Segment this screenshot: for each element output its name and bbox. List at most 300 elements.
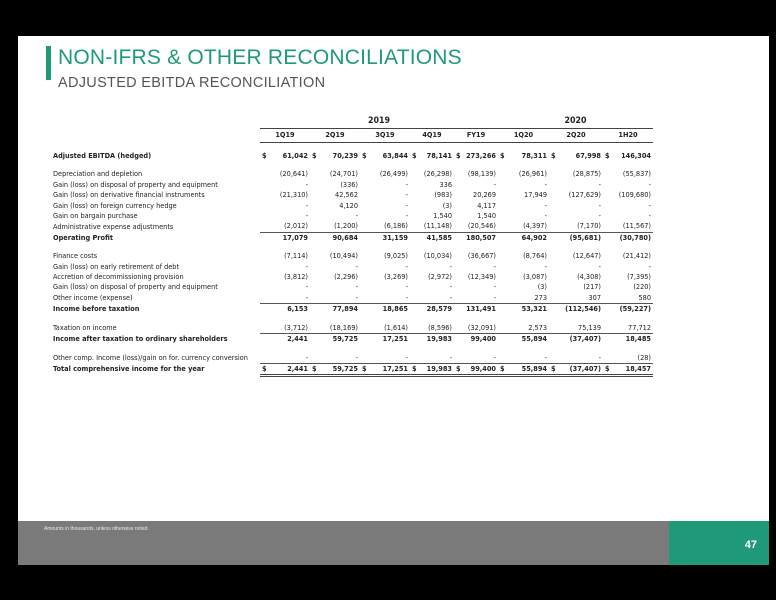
cell-value: 336 bbox=[439, 179, 452, 189]
cell-value: - bbox=[405, 211, 408, 221]
cell-value: (7,170) bbox=[577, 221, 601, 231]
value-cell bbox=[603, 293, 653, 304]
cell-value: 53,321 bbox=[521, 304, 547, 314]
table-row bbox=[53, 262, 653, 272]
cell-value: 99,400 bbox=[470, 334, 496, 344]
value-cell bbox=[603, 151, 653, 161]
table-row bbox=[53, 334, 653, 345]
value-cell bbox=[549, 353, 603, 364]
value-cell bbox=[549, 334, 603, 345]
value-cell bbox=[454, 334, 498, 345]
value-cell bbox=[549, 221, 603, 232]
value-cell bbox=[410, 293, 454, 304]
row-label: Administrative expense adjustments bbox=[53, 221, 174, 231]
cell-value: - bbox=[598, 200, 601, 210]
currency-symbol: $ bbox=[605, 363, 610, 373]
cell-value: (3,812) bbox=[284, 272, 308, 282]
cell-value: 55,894 bbox=[521, 363, 547, 373]
value-cell bbox=[498, 304, 549, 315]
table-row bbox=[53, 251, 653, 261]
cell-value: (7,114) bbox=[284, 251, 308, 261]
cell-value: - bbox=[355, 261, 358, 271]
column-header: 1Q19 bbox=[260, 129, 310, 143]
value-cell bbox=[310, 221, 360, 232]
cell-value: 580 bbox=[638, 292, 651, 302]
cell-value: - bbox=[449, 261, 452, 271]
row-label: Gain (loss) on derivative financial instruments bbox=[53, 190, 205, 200]
cell-value: 2,441 bbox=[287, 334, 308, 344]
cell-value: 17,949 bbox=[524, 190, 547, 200]
currency-symbol: $ bbox=[605, 151, 610, 160]
table-row bbox=[53, 201, 653, 211]
table-row bbox=[53, 151, 653, 161]
value-cell bbox=[260, 180, 310, 190]
cell-value: 1,540 bbox=[477, 211, 496, 221]
value-cell bbox=[360, 293, 410, 304]
value-cell bbox=[310, 251, 360, 261]
column-header: 1Q20 bbox=[498, 129, 549, 143]
value-cell bbox=[260, 282, 310, 292]
value-cell bbox=[360, 353, 410, 364]
row-label: Adjusted EBITDA (hedged) bbox=[53, 151, 152, 160]
cell-value: (3) bbox=[442, 200, 452, 210]
value-cell bbox=[360, 151, 410, 161]
cell-value: - bbox=[405, 292, 408, 302]
cell-value: - bbox=[405, 190, 408, 200]
cell-value: (10,494) bbox=[329, 251, 358, 261]
cell-value: - bbox=[305, 352, 308, 362]
spacer-cell bbox=[53, 345, 653, 353]
value-cell bbox=[603, 169, 653, 179]
value-cell bbox=[549, 323, 603, 334]
table-row bbox=[53, 323, 653, 334]
column-header: 3Q19 bbox=[360, 129, 410, 143]
cell-value: - bbox=[598, 211, 601, 221]
cell-value: 273 bbox=[534, 292, 547, 302]
value-cell bbox=[260, 169, 310, 179]
value-cell bbox=[260, 293, 310, 304]
year-header: 2020 bbox=[498, 115, 653, 129]
cell-value: (112,546) bbox=[565, 304, 601, 314]
currency-symbol: $ bbox=[412, 363, 417, 373]
column-header: 2Q19 bbox=[310, 129, 360, 143]
slide bbox=[18, 36, 769, 565]
page-number-box bbox=[669, 521, 769, 565]
cell-value: - bbox=[648, 179, 651, 189]
value-cell bbox=[360, 169, 410, 179]
value-cell bbox=[360, 232, 410, 243]
cell-value: - bbox=[598, 352, 601, 362]
cell-value: - bbox=[598, 261, 601, 271]
row-label: Total comprehensive income for the year bbox=[53, 364, 205, 374]
cell-value: 4,120 bbox=[339, 200, 358, 210]
cell-value: 1,540 bbox=[433, 211, 452, 221]
cell-value: - bbox=[544, 200, 547, 210]
year-header-row bbox=[53, 115, 653, 129]
cell-value: - bbox=[493, 352, 496, 362]
value-cell bbox=[310, 232, 360, 243]
cell-value: (11,148) bbox=[423, 221, 452, 231]
cell-value: (6,186) bbox=[384, 221, 408, 231]
cell-value: 6,153 bbox=[287, 304, 308, 314]
cell-value: 99,400 bbox=[470, 363, 496, 373]
value-cell bbox=[260, 151, 310, 161]
cell-value: - bbox=[355, 282, 358, 292]
year-header: 2019 bbox=[260, 115, 498, 129]
value-cell bbox=[549, 272, 603, 282]
value-cell bbox=[410, 363, 454, 375]
cell-value: (12,647) bbox=[572, 251, 601, 261]
value-cell bbox=[454, 323, 498, 334]
cell-value: 78,141 bbox=[426, 151, 452, 160]
value-cell bbox=[260, 323, 310, 334]
cell-value: (127,629) bbox=[568, 190, 601, 200]
value-cell bbox=[260, 201, 310, 211]
cell-value: 90,684 bbox=[332, 232, 358, 242]
spacer-row bbox=[53, 243, 653, 251]
value-cell bbox=[498, 180, 549, 190]
value-cell bbox=[498, 272, 549, 282]
spacer-row bbox=[53, 143, 653, 152]
value-cell bbox=[360, 282, 410, 292]
spacer-cell bbox=[53, 129, 260, 143]
cell-value: (20,641) bbox=[279, 169, 308, 179]
value-cell bbox=[498, 232, 549, 243]
cell-value: 18,457 bbox=[625, 363, 651, 373]
value-cell bbox=[260, 262, 310, 272]
value-cell bbox=[360, 211, 410, 221]
value-cell bbox=[260, 232, 310, 243]
cell-value: 67,998 bbox=[575, 151, 601, 160]
cell-value: (2,972) bbox=[428, 272, 452, 282]
cell-value: - bbox=[493, 261, 496, 271]
cell-value: - bbox=[493, 292, 496, 302]
value-cell bbox=[603, 363, 653, 375]
cell-value: 59,725 bbox=[332, 334, 358, 344]
cell-value: - bbox=[355, 292, 358, 302]
value-cell bbox=[549, 282, 603, 292]
cell-value: 273,266 bbox=[466, 151, 496, 160]
value-cell bbox=[454, 363, 498, 375]
value-cell bbox=[603, 262, 653, 272]
table-row bbox=[53, 221, 653, 232]
value-cell bbox=[603, 304, 653, 315]
cell-value: 19,983 bbox=[426, 363, 452, 373]
page-number: 47 bbox=[744, 539, 757, 551]
cell-value: (59,227) bbox=[619, 304, 651, 314]
value-cell bbox=[410, 334, 454, 345]
cell-value: 59,725 bbox=[332, 363, 358, 373]
value-cell bbox=[410, 221, 454, 232]
value-cell bbox=[310, 180, 360, 190]
value-cell bbox=[454, 262, 498, 272]
value-cell bbox=[260, 221, 310, 232]
column-header: 4Q19 bbox=[410, 129, 454, 143]
cell-value: - bbox=[544, 261, 547, 271]
row-label: Gain (loss) on foreign currency hedge bbox=[53, 200, 177, 210]
cell-value: (3) bbox=[537, 282, 547, 292]
value-cell bbox=[454, 304, 498, 315]
value-cell bbox=[410, 353, 454, 364]
value-cell bbox=[498, 363, 549, 375]
cell-value: 17,251 bbox=[382, 334, 408, 344]
value-cell bbox=[498, 353, 549, 364]
value-cell bbox=[410, 180, 454, 190]
row-label: Income after taxation to ordinary shareholders bbox=[53, 333, 228, 343]
value-cell bbox=[260, 190, 310, 200]
cell-value: - bbox=[305, 211, 308, 221]
value-cell bbox=[549, 251, 603, 261]
value-cell bbox=[310, 272, 360, 282]
cell-value: (18,169) bbox=[329, 322, 358, 332]
cell-value: 75,139 bbox=[578, 322, 601, 332]
cell-value: - bbox=[305, 179, 308, 189]
value-cell bbox=[454, 232, 498, 243]
table-row bbox=[53, 190, 653, 200]
value-cell bbox=[410, 272, 454, 282]
cell-value: (36,667) bbox=[467, 251, 496, 261]
page-subtitle: ADJUSTED EBITDA RECONCILIATION bbox=[58, 75, 326, 91]
table-row bbox=[53, 169, 653, 179]
value-cell bbox=[603, 251, 653, 261]
value-cell bbox=[498, 262, 549, 272]
cell-value: - bbox=[449, 282, 452, 292]
cell-value: (3,087) bbox=[523, 272, 547, 282]
value-cell bbox=[310, 293, 360, 304]
cell-value: (26,499) bbox=[379, 169, 408, 179]
spacer-row bbox=[53, 345, 653, 353]
row-label: Other comp. Income (loss)/gain on for. currency conversion bbox=[53, 352, 248, 362]
value-cell bbox=[498, 323, 549, 334]
value-cell bbox=[549, 363, 603, 375]
value-cell bbox=[360, 272, 410, 282]
cell-value: - bbox=[405, 261, 408, 271]
value-cell bbox=[310, 151, 360, 161]
cell-value: (8,596) bbox=[428, 322, 452, 332]
value-cell bbox=[260, 334, 310, 345]
value-cell bbox=[310, 353, 360, 364]
row-label: Gain (loss) on disposal of property and equipment bbox=[53, 282, 218, 292]
cell-value: (9,025) bbox=[384, 251, 408, 261]
cell-value: - bbox=[493, 179, 496, 189]
column-header: FY19 bbox=[454, 129, 498, 143]
cell-value: (1,614) bbox=[384, 322, 408, 332]
cell-value: (12,349) bbox=[467, 272, 496, 282]
cell-value: (30,780) bbox=[619, 232, 651, 242]
value-cell bbox=[454, 211, 498, 221]
cell-value: (98,139) bbox=[467, 169, 496, 179]
value-cell bbox=[360, 190, 410, 200]
value-cell bbox=[360, 221, 410, 232]
cell-value: (26,961) bbox=[518, 169, 547, 179]
value-cell bbox=[310, 282, 360, 292]
table-row bbox=[53, 272, 653, 282]
value-cell bbox=[454, 221, 498, 232]
row-label: Gain on bargain purchase bbox=[53, 211, 138, 221]
row-label: Other income (expense) bbox=[53, 293, 133, 303]
value-cell bbox=[498, 334, 549, 345]
currency-symbol: $ bbox=[551, 151, 556, 160]
cell-value: (4,308) bbox=[577, 272, 601, 282]
cell-value: (32,091) bbox=[467, 322, 496, 332]
cell-value: 63,844 bbox=[382, 151, 408, 160]
cell-value: 78,311 bbox=[521, 151, 547, 160]
spacer-row bbox=[53, 161, 653, 169]
cell-value: - bbox=[598, 179, 601, 189]
value-cell bbox=[454, 190, 498, 200]
cell-value: - bbox=[305, 282, 308, 292]
row-label: Income before taxation bbox=[53, 304, 140, 314]
cell-value: (336) bbox=[340, 179, 358, 189]
value-cell bbox=[260, 304, 310, 315]
cell-value: (7,395) bbox=[627, 272, 651, 282]
cell-value: (24,701) bbox=[329, 169, 358, 179]
currency-symbol: $ bbox=[262, 151, 267, 160]
cell-value: 2,573 bbox=[528, 322, 547, 332]
value-cell bbox=[549, 201, 603, 211]
cell-value: 55,894 bbox=[521, 334, 547, 344]
cell-value: - bbox=[405, 179, 408, 189]
value-cell bbox=[549, 151, 603, 161]
value-cell bbox=[360, 201, 410, 211]
value-cell bbox=[498, 221, 549, 232]
value-cell bbox=[410, 232, 454, 243]
value-cell bbox=[498, 282, 549, 292]
value-cell bbox=[549, 180, 603, 190]
cell-value: (983) bbox=[434, 190, 452, 200]
value-cell bbox=[454, 201, 498, 211]
value-cell bbox=[498, 169, 549, 179]
value-cell bbox=[603, 282, 653, 292]
value-cell bbox=[454, 151, 498, 161]
cell-value: (2,296) bbox=[334, 272, 358, 282]
value-cell bbox=[360, 262, 410, 272]
cell-value: - bbox=[405, 200, 408, 210]
cell-value: (1,200) bbox=[334, 221, 358, 231]
value-cell bbox=[603, 180, 653, 190]
cell-value: 41,585 bbox=[426, 232, 452, 242]
table-row bbox=[53, 282, 653, 292]
cell-value: (21,310) bbox=[279, 190, 308, 200]
cell-value: (26,298) bbox=[423, 169, 452, 179]
cell-value: - bbox=[648, 200, 651, 210]
cell-value: 77,894 bbox=[332, 304, 358, 314]
value-cell bbox=[310, 304, 360, 315]
cell-value: (220) bbox=[633, 282, 651, 292]
table-row bbox=[53, 293, 653, 304]
value-cell bbox=[498, 293, 549, 304]
table-row bbox=[53, 353, 653, 364]
cell-value: 18,865 bbox=[382, 304, 408, 314]
value-cell bbox=[260, 272, 310, 282]
value-cell bbox=[549, 211, 603, 221]
cell-value: (11,567) bbox=[622, 221, 651, 231]
value-cell bbox=[603, 190, 653, 200]
value-cell bbox=[454, 180, 498, 190]
currency-symbol: $ bbox=[456, 151, 461, 160]
value-cell bbox=[549, 304, 603, 315]
table-row bbox=[53, 211, 653, 221]
cell-value: 61,042 bbox=[282, 151, 308, 160]
cell-value: - bbox=[544, 211, 547, 221]
value-cell bbox=[310, 323, 360, 334]
table-row bbox=[53, 363, 653, 375]
cell-value: - bbox=[405, 282, 408, 292]
cell-value: - bbox=[405, 352, 408, 362]
cell-value: (37,407) bbox=[569, 363, 601, 373]
currency-symbol: $ bbox=[551, 363, 556, 373]
value-cell bbox=[549, 190, 603, 200]
cell-value: (37,407) bbox=[569, 334, 601, 344]
value-cell bbox=[310, 190, 360, 200]
cell-value: (3,712) bbox=[284, 322, 308, 332]
footnote: Amounts in thousands, unless otherwise noted. bbox=[44, 526, 149, 532]
cell-value: - bbox=[305, 261, 308, 271]
value-cell bbox=[603, 221, 653, 232]
value-cell bbox=[360, 363, 410, 375]
cell-value: (3,269) bbox=[384, 272, 408, 282]
value-cell bbox=[410, 201, 454, 211]
cell-value: (4,397) bbox=[523, 221, 547, 231]
value-cell bbox=[454, 251, 498, 261]
value-cell bbox=[410, 323, 454, 334]
cell-value: (109,680) bbox=[618, 190, 651, 200]
value-cell bbox=[454, 272, 498, 282]
cell-value: (21,412) bbox=[622, 251, 651, 261]
cell-value: 77,712 bbox=[628, 322, 651, 332]
cell-value: - bbox=[449, 292, 452, 302]
cell-value: 42,562 bbox=[335, 190, 358, 200]
currency-symbol: $ bbox=[362, 151, 367, 160]
title-accent-bar bbox=[46, 46, 51, 80]
value-cell bbox=[498, 211, 549, 221]
value-cell bbox=[549, 262, 603, 272]
cell-value: - bbox=[305, 292, 308, 302]
value-cell bbox=[410, 169, 454, 179]
value-cell bbox=[260, 251, 310, 261]
cell-value: (8,764) bbox=[523, 251, 547, 261]
value-cell bbox=[549, 169, 603, 179]
value-cell bbox=[360, 323, 410, 334]
cell-value: 2,441 bbox=[287, 363, 308, 373]
cell-value: 146,304 bbox=[621, 151, 651, 160]
cell-value: 28,579 bbox=[426, 304, 452, 314]
cell-value: 131,491 bbox=[466, 304, 496, 314]
table-row bbox=[53, 304, 653, 315]
value-cell bbox=[410, 282, 454, 292]
cell-value: (20,546) bbox=[467, 221, 496, 231]
value-cell bbox=[603, 211, 653, 221]
value-cell bbox=[498, 201, 549, 211]
cell-value: (10,034) bbox=[423, 251, 452, 261]
cell-value: 4,117 bbox=[477, 200, 496, 210]
value-cell bbox=[310, 169, 360, 179]
row-label: Depreciation and depletion bbox=[53, 169, 143, 179]
spacer-cell bbox=[53, 143, 653, 152]
cell-value: - bbox=[355, 211, 358, 221]
cell-value: 31,159 bbox=[382, 232, 408, 242]
cell-value: 64,902 bbox=[521, 232, 547, 242]
currency-symbol: $ bbox=[312, 363, 317, 373]
value-cell bbox=[603, 201, 653, 211]
cell-value: (95,681) bbox=[569, 232, 601, 242]
value-cell bbox=[498, 151, 549, 161]
currency-symbol: $ bbox=[312, 151, 317, 160]
value-cell bbox=[260, 353, 310, 364]
value-cell bbox=[360, 334, 410, 345]
value-cell bbox=[310, 363, 360, 375]
cell-value: 307 bbox=[588, 292, 601, 302]
